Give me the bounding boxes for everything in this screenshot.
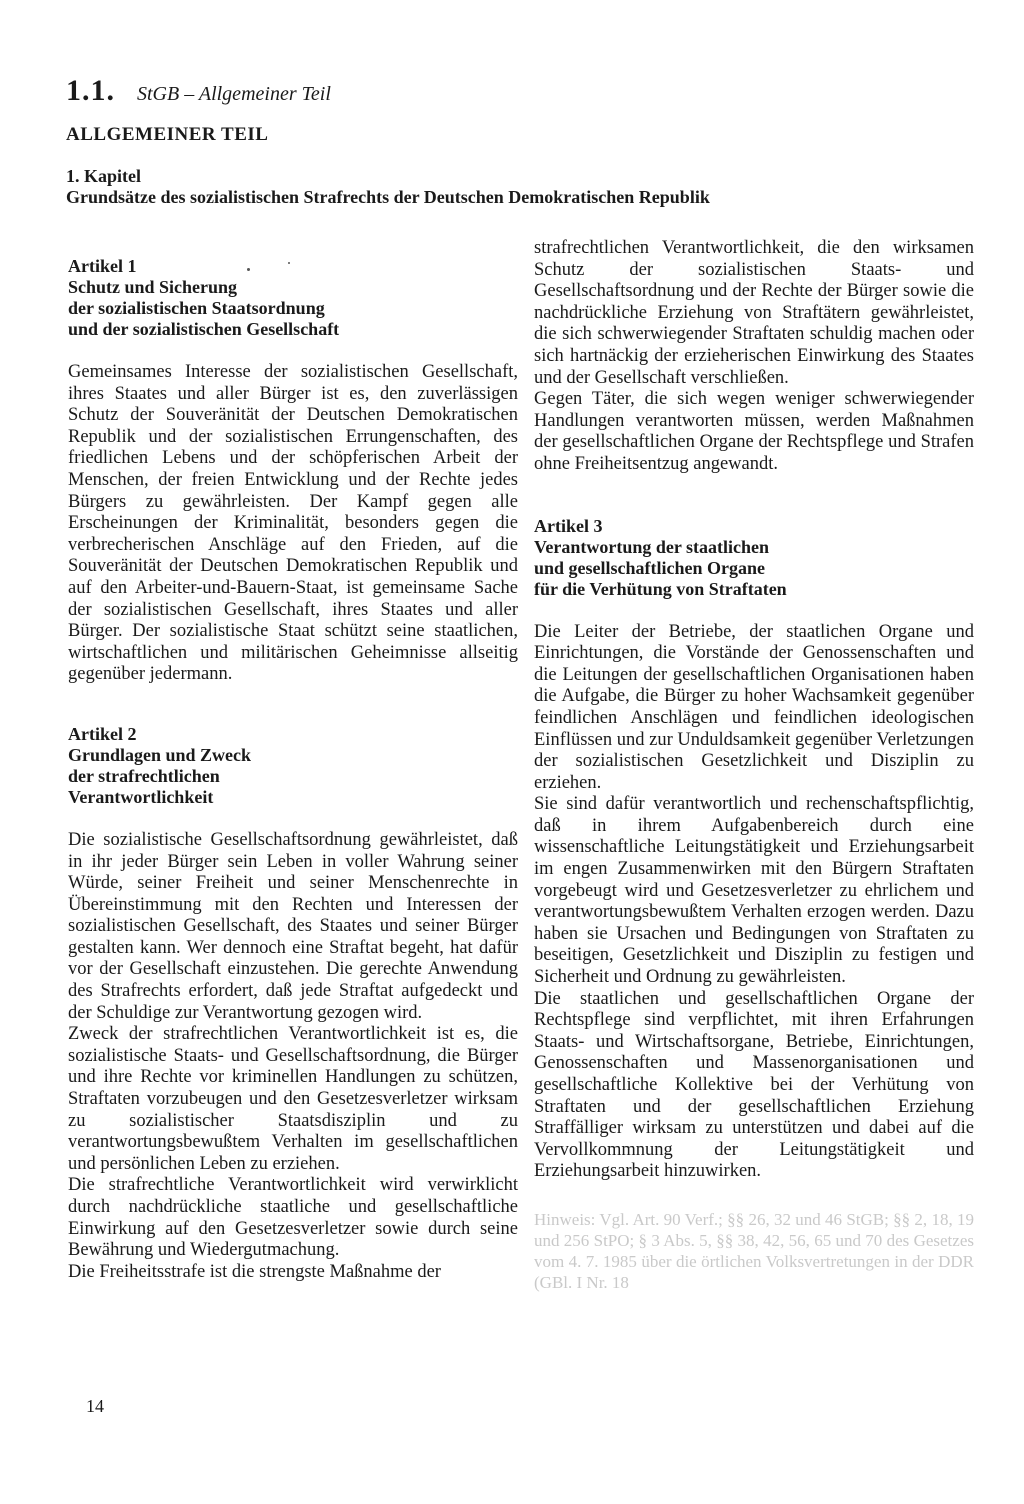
section-title: StGB – Allgemeiner Teil	[137, 83, 331, 105]
chapter-title: Grundsätze des sozialistischen Strafrechts der Deutschen Demokratischen Republik	[66, 187, 710, 207]
article-2-title-line: der strafrechtlichen	[68, 765, 220, 786]
article-3-paragraph: Die Leiter der Betriebe, der staatlichen Organe und Einrichtungen, die Vorstände der Genossenschaften und die Leitungen der gesellschaftlichen Organisationen haben die Aufgabe, die Bürger zu hoher Wachsamkeit gegenüber feindlichen Anschlägen und feindlichen ideologischen Einflüssen und zur Unduldsamkeit gegenüber Verletzungen der sozialistischen Gesetzlichkeit und Disziplin zu erziehen.	[534, 621, 974, 793]
article-1-label: Artikel 1	[68, 256, 137, 276]
scan-speck	[247, 268, 250, 271]
article-1	[68, 256, 518, 686]
chapter-heading	[66, 166, 710, 208]
chapter-number: 1. Kapitel	[66, 166, 141, 186]
part-heading: ALLGEMEINER TEIL	[66, 124, 269, 145]
right-column	[534, 238, 974, 1310]
article-3-title-line: für die Verhütung von Straftaten	[534, 578, 787, 599]
article-2-title-line: Verantwortlichkeit	[68, 786, 214, 807]
article-1-title-line: und der sozialistischen Gesellschaft	[68, 319, 340, 339]
article-3-title-line: Verantwortung der staatlichen	[534, 536, 769, 557]
article-2-title-line: Grundlagen und Zweck	[68, 744, 252, 765]
article-2-paragraph: Die sozialistische Gesellschaftsordnung gewährleistet, daß in ihr jeder Bürger sein Leben in voller Wahrung seiner Würde, seiner Freiheit und seiner Menschenrechte in Übereinstimmung mit den Rechten und Interessen der sozialistischen Gesellschaft, des Staates und seiner Bürger gestalten kann. Wer dennoch eine Straftat begeht, hat dafür vor der Gesellschaft einzustehen. Die gerechte Anwendung des Strafrechts erfordert, daß jede Straftat aufgedeckt und der Schuldige zur Verantwortung gezogen wird.	[68, 829, 518, 1023]
article-1-body: Gemeinsames Interesse der sozialistischen Gesellschaft, ihres Staates und aller Bürger ist es, den zuverlässigen Schutz der Souveränität der Deutschen Demokratischen Republik und der sozialistischen Errungenschaften, des friedlichen Lebens und der schöpferischen Arbeit der Menschen, der freien Entwicklung und der Rechte jedes Bürgers zu gewährleisten. Der Kampf gegen alle Erscheinungen der Kriminalität, besonders gegen die verbrecherischen Anschläge auf den Frieden, auf die Souveränität der Deutschen Demokratischen Republik und auf den Arbeiter-und-Bauern-Staat, ist gemeinsame Sache der sozialistischen Gesellschaft, ihres Staates und aller Bürger. Der sozialistische Staat schützt seine staatlichen, wirtschaftlichen und militärischen Geheimnisse allseitig gegenüber jedermann.	[68, 362, 518, 685]
scan-speck	[288, 262, 290, 264]
article-2-paragraph: Gegen Täter, die sich wegen weniger schwerwiegender Handlungen verantworten müssen, werden Maßnahmen der gesellschaftlichen Organe der Rechtspflege und Strafen ohne Freiheitsentzug angewandt.	[534, 389, 974, 474]
page-number: 14	[86, 1396, 104, 1416]
article-2-paragraph-start: Die Freiheitsstrafe ist die strengste Maßnahme der	[68, 1261, 441, 1282]
article-3-paragraph: Die staatlichen und gesellschaftlichen Organe der Rechtspflege sind verpflichtet, mit ihren Erfahrungen Staats- und Wirtschaftsorgane, Betriebe, Einrichtungen, Genossenschaften und Massenorganisationen und gesellschaftliche Kollektive bei der Verhütung von Straftaten und der gesellschaftlichen Erziehung Straffälliger wirksam zu unterstützen und dabei auf die Vervollkommnung der Leitungstätigkeit und Erziehungsarbeit hinzuwirken.	[534, 988, 974, 1182]
article-2-paragraph: Zweck der strafrechtlichen Verantwortlichkeit ist es, die sozialistische Staats- und Gesellschaftsordnung, die Bürger und ihre Rechte vor kriminellen Handlungen zu schützen, Straftaten vorzubeugen und den Gesetzesverletzer wirksam zu sozialistischer Staatsdisziplin und zu verantwortungsbewußtem Verhalten im gesellschaftlichen und persönlichen Leben zu erziehen.	[68, 1024, 518, 1174]
left-column	[68, 240, 518, 1283]
article-1-title-line: Schutz und Sicherung	[68, 277, 238, 297]
faded-note: Hinweis: Vgl. Art. 90 Verf.; §§ 26, 32 und 46 StGB; §§ 2, 18, 19 und 256 StPO; § 3 Abs. 5, §§ 38, 42, 56, 65 und 70 des Gesetzes vom 4. 7. 1985 über die örtlichen Volksvertretungen in der DDR (GBl. I Nr. 18	[534, 1209, 974, 1292]
article-2-label: Artikel 2	[68, 723, 137, 744]
article-3-title-line: und gesellschaftlichen Organe	[534, 557, 766, 578]
article-3-paragraph: Sie sind dafür verantwortlich und rechenschaftspflichtig, daß in ihrem Aufgabenbereich durch eine wissenschaftliche Leitungstätigkeit und Erziehungsarbeit im engen Zusammenwirken mit den Bürgern Straftaten vorgebeugt wird und Gesetzesverletzer zu ehrlichem und verantwortungsbewußtem Verhalten erzogen werden. Dazu haben sie Ursachen und Bedingungen von Straftaten zu beseitigen, Gesetzlichkeit und Disziplin zu festigen und Sicherheit und Ordnung zu gewährleisten.	[534, 794, 974, 988]
article-2-paragraph: Die strafrechtliche Verantwortlichkeit wird verwirklicht durch nachdrückliche staatliche und gesellschaftliche Einwirkung auf den Gesetzesverletzer sowie durch seine Bewährung und Wiedergutmachung.	[68, 1175, 518, 1261]
article-2	[68, 724, 518, 1283]
article-2-paragraph-continued: strafrechtlichen Verantwortlichkeit, die den wirksamen Schutz der sozialistischen Staats- und Gesellschaftsordnung und der Rechte der Bürger sowie die nachdrückliche Erziehung von Straftätern gewährleistet, die sich schwerwiegender Straftaten schuldig machen oder sich hartnäckig der erzieherischen Einwirkung des Staates und der Gesellschaft verschließen.	[534, 238, 974, 388]
article-3-label: Artikel 3	[534, 515, 603, 536]
article-3	[534, 516, 974, 1183]
running-header	[66, 74, 331, 108]
article-1-title-line: der sozialistischen Staatsordnung	[68, 298, 325, 318]
section-number: 1.1.	[66, 74, 115, 107]
